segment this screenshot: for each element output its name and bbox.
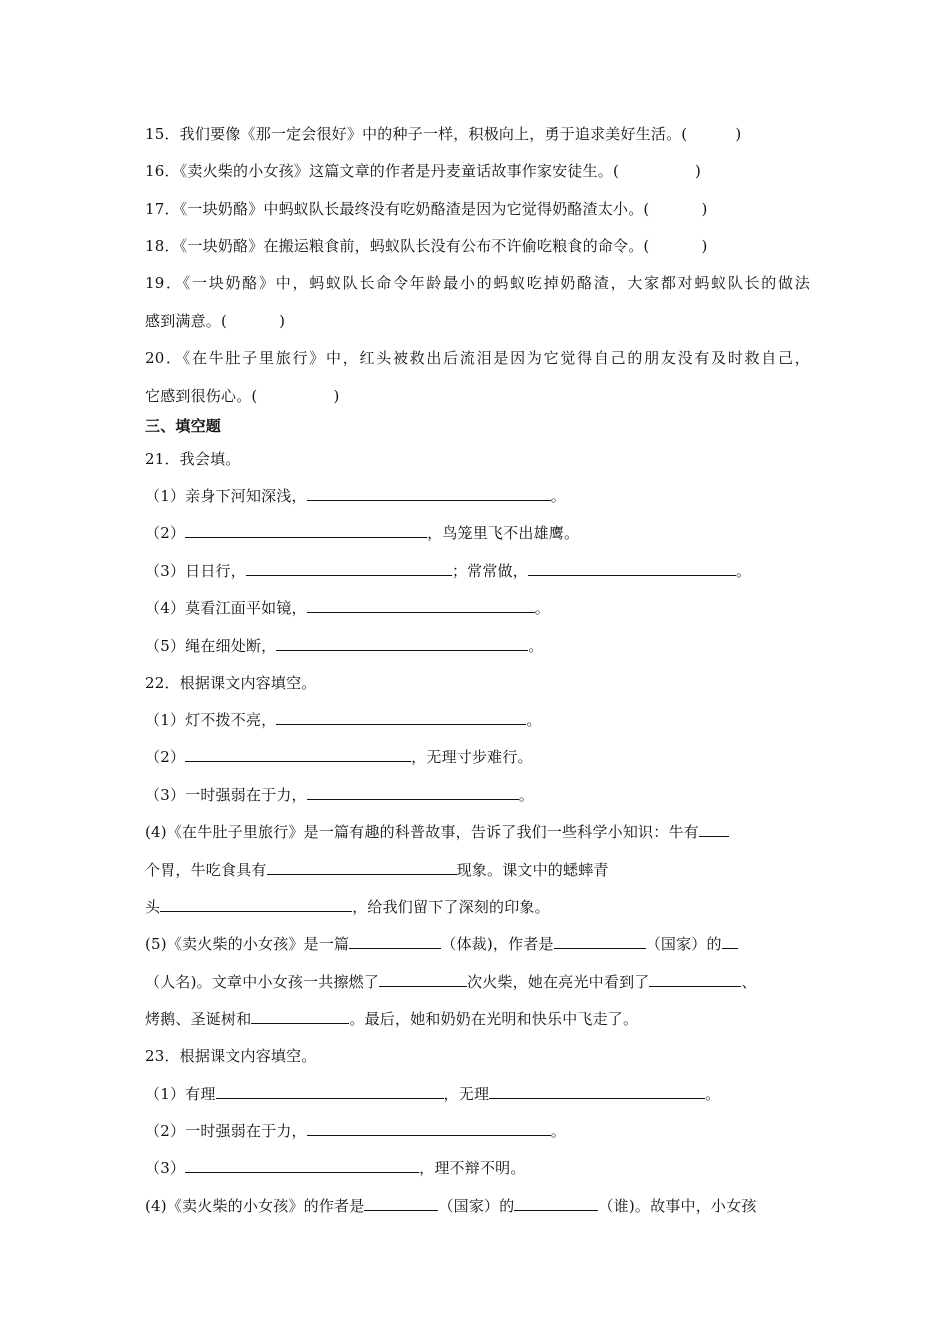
- question-22-item-5-line3: 烤鹅、圣诞树和 。最后，她和奶奶在光明和快乐中飞走了。: [145, 1010, 639, 1028]
- question-22-item-4-line2: 个胃，牛吃食具有 现象。课文中的蟋蟀青: [145, 861, 609, 879]
- question-23-item-3: （3） ，理不辩不明。: [145, 1159, 526, 1177]
- fill-blank[interactable]: [267, 860, 457, 875]
- question-22-item-1: （1）灯不拨不亮， 。: [145, 711, 542, 729]
- fill-blank[interactable]: [246, 561, 452, 576]
- question-16-text: 16．《卖火柴的小女孩》这篇文章的作者是丹麦童话故事作家安徒生。(: [145, 162, 620, 180]
- fill-blank[interactable]: [185, 523, 427, 538]
- fill-blank[interactable]: [307, 486, 551, 501]
- question-21-item-4: （4）莫看江面平如镜， 。: [145, 599, 550, 617]
- question-19-line2: 感到满意。( ): [145, 312, 286, 330]
- question-23-item-4: (4)《卖火柴的小女孩》的作者是 （国家）的 （谁)。故事中，小女孩: [145, 1197, 757, 1215]
- section-3-heading: 三、填空题: [145, 417, 222, 435]
- question-17-text: 17．《一块奶酪》中蚂蚁队长最终没有吃奶酪渣是因为它觉得奶酪渣太小。(: [145, 200, 650, 218]
- question-21-item-2: （2） ，鸟笼里飞不出雄鹰。: [145, 524, 580, 542]
- fill-blank[interactable]: [307, 598, 535, 613]
- question-21-title: 21．我会填。: [145, 450, 241, 468]
- fill-blank[interactable]: [185, 1158, 419, 1173]
- fill-blank[interactable]: [251, 1009, 349, 1024]
- question-21-item-3: （3）日日行， ；常常做， 。: [145, 562, 752, 580]
- fill-blank[interactable]: [699, 822, 729, 837]
- fill-blank[interactable]: [276, 636, 528, 651]
- question-20-line2: 它感到很伤心。( ): [145, 387, 340, 405]
- fill-blank[interactable]: [349, 934, 441, 949]
- fill-blank[interactable]: [514, 1196, 598, 1211]
- question-16: 16．《卖火柴的小女孩》这篇文章的作者是丹麦童话故事作家安徒生。( ): [145, 162, 702, 180]
- fill-blank[interactable]: [554, 934, 646, 949]
- fill-blank[interactable]: [649, 972, 741, 987]
- fill-blank[interactable]: [307, 1121, 551, 1136]
- fill-blank[interactable]: [528, 561, 736, 576]
- question-19-line1: 19．《一块奶酪》中，蚂蚁队长命令年龄最小的蚂蚁吃掉奶酪渣，大家都对蚂蚁队长的做法: [145, 274, 810, 292]
- question-23-item-1: （1）有理 ，无理 。: [145, 1085, 721, 1103]
- fill-blank[interactable]: [185, 747, 411, 762]
- question-22-item-5-line2: （人名)。文章中小女孩一共擦燃了 次火柴，她在亮光中看到了 、: [145, 973, 757, 991]
- question-22-item-4-line1: (4)《在牛肚子里旅行》是一篇有趣的科普故事，告诉了我们一些科学小知识：牛有: [145, 822, 810, 842]
- question-23-title: 23．根据课文内容填空。: [145, 1047, 317, 1065]
- fill-blank[interactable]: [489, 1084, 705, 1099]
- question-22-item-3: （3）一时强弱在于力， 。: [145, 786, 534, 804]
- question-21-item-1: （1）亲身下河知深浅， 。: [145, 487, 566, 505]
- fill-blank[interactable]: [364, 1196, 438, 1211]
- question-21-item-5: （5）绳在细处断， 。: [145, 637, 544, 655]
- question-22-item-2: （2） ，无理寸步难行。: [145, 748, 533, 766]
- fill-blank[interactable]: [307, 785, 519, 800]
- question-22-item-5-line1: (5)《卖火柴的小女孩》是一篇 （体裁)，作者是 （国家）的: [145, 934, 810, 954]
- question-17: 17．《一块奶酪》中蚂蚁队长最终没有吃奶酪渣是因为它觉得奶酪渣太小。( ): [145, 200, 708, 218]
- question-23-item-2: （2）一时强弱在于力， 。: [145, 1122, 566, 1140]
- fill-blank[interactable]: [276, 710, 526, 725]
- question-15: 15．我们要像《那一定会很好》中的种子一样，积极向上，勇于追求美好生活。( ): [145, 125, 742, 143]
- fill-blank[interactable]: [160, 897, 352, 912]
- question-15-text: 15．我们要像《那一定会很好》中的种子一样，积极向上，勇于追求美好生活。(: [145, 125, 688, 143]
- question-18-text: 18．《一块奶酪》在搬运粮食前，蚂蚁队长没有公布不许偷吃粮食的命令。(: [145, 237, 650, 255]
- question-18: 18．《一块奶酪》在搬运粮食前，蚂蚁队长没有公布不许偷吃粮食的命令。( ): [145, 237, 708, 255]
- question-22-title: 22．根据课文内容填空。: [145, 674, 317, 692]
- question-22-item-4-line3: 头 ，给我们留下了深刻的印象。: [145, 898, 550, 916]
- question-20-line1: 20．《在牛肚子里旅行》中，红头被救出后流泪是因为它觉得自己的朋友没有及时救自己，: [145, 349, 810, 367]
- fill-blank[interactable]: [216, 1084, 444, 1099]
- fill-blank[interactable]: [379, 972, 467, 987]
- fill-blank[interactable]: [722, 934, 738, 949]
